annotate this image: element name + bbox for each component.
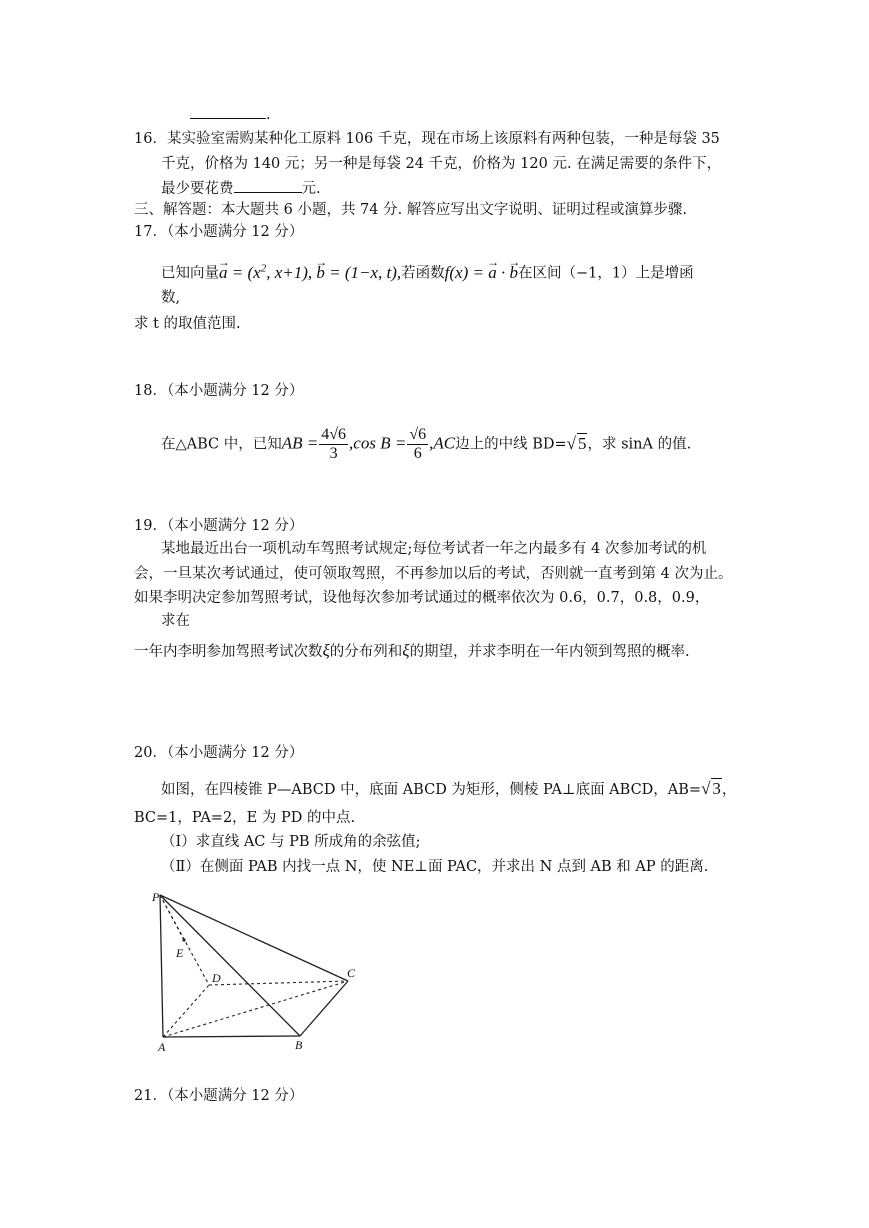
q20-line-2: BC=1，PA=2，E 为 PD 的中点. [134, 810, 356, 826]
q21-heading: 21．（本小题满分 12 分） [134, 1088, 304, 1104]
label-a: A [158, 1040, 166, 1054]
section-3-heading: 三、解答题：本大题共 6 小题，共 74 分. 解答应写出文字说明、证明过程或演算步骤. [134, 202, 687, 218]
q16-line-3: 最少要花费 元. [161, 178, 321, 199]
q18-heading: 18．（本小题满分 12 分） [134, 383, 304, 399]
q19-line-1: 某地最近出台一项机动车驾照考试规定;每位考试者一年之内最多有 4 次参加考试的机 [161, 541, 707, 557]
label-d: D [212, 971, 221, 985]
q16-line-2: 千克，价格为 140 元；另一种是每袋 24 千克，价格为 120 元. 在满足需要的条件下， [161, 156, 722, 172]
q17-line-3: 求 t 的取值范围. [134, 316, 241, 332]
q19-line-5: 一年内李明参加驾照考试次数ξ的分布列和ξ的期望，并求李明在一年内领到驾照的概率. [134, 641, 690, 660]
q17-line-1: 已知向量→ $a = (x^2$, x+1), → b = (1−x, t),若函数f(x) = → a · → b在区间（−1，1）上是增函 [161, 258, 694, 284]
q19-line-3: 如果李明决定参加驾照考试，设他每次参加考试通过的概率依次为 0.6，0.7，0.8，0.9， [134, 590, 710, 606]
q19-line-2: 会，一旦某次考试通过，使可领取驾照，不再参加以后的考试，否则就一直考到第 4 次为止。 [134, 566, 733, 582]
q19-heading: 19．（本小题满分 12 分） [134, 518, 304, 534]
label-b: B [295, 1038, 303, 1052]
q17-line-2: 数, [161, 290, 181, 306]
label-e: E [176, 946, 184, 960]
formula-vector-a: → $a = (x^2$, x+1), → b = (1−x, t), [219, 263, 401, 282]
fraction-ab: $\frac{4√6}{3}$ [321, 426, 347, 462]
q19-line-4: 求在 [161, 613, 190, 629]
q15-answer-line: . [190, 104, 271, 125]
fraction-cos: $\frac{√6}{6}$ [409, 426, 427, 462]
q20-line-3: （Ⅰ）求直线 AC 与 PB 所成角的余弦值; [161, 834, 421, 850]
label-c: C [347, 966, 356, 980]
label-p: P [152, 890, 160, 904]
formula-f: f(x) = → a · → b [445, 263, 518, 282]
q18-line-1: 在△ABC 中，已知AB = $\frac{4√6}{3}$ ,cos B = $\frac{√6}{6}$ ,AC边上的中线 BD=√ 5，求 sinA 的值. [161, 426, 692, 462]
q16-line-1: 16．某实验室需购某种化工原料 106 千克，现在市场上该原料有两种包装，一种是每袋 35 [134, 131, 720, 147]
q20-heading: 20．（本小题满分 12 分） [134, 745, 304, 761]
q20-line-1: 如图，在四棱锥 P—ABCD 中，底面 ABCD 为矩形，侧棱 PA⊥底面 ABCD，AB=√ 3， [161, 779, 737, 798]
q20-line-4: （Ⅱ）在侧面 PAB 内找一点 N，使 NE⊥面 PAC，并求出 N 点到 AB 和 AP 的距离. [161, 859, 709, 875]
q17-heading: 17．（本小题满分 12 分） [134, 224, 304, 240]
